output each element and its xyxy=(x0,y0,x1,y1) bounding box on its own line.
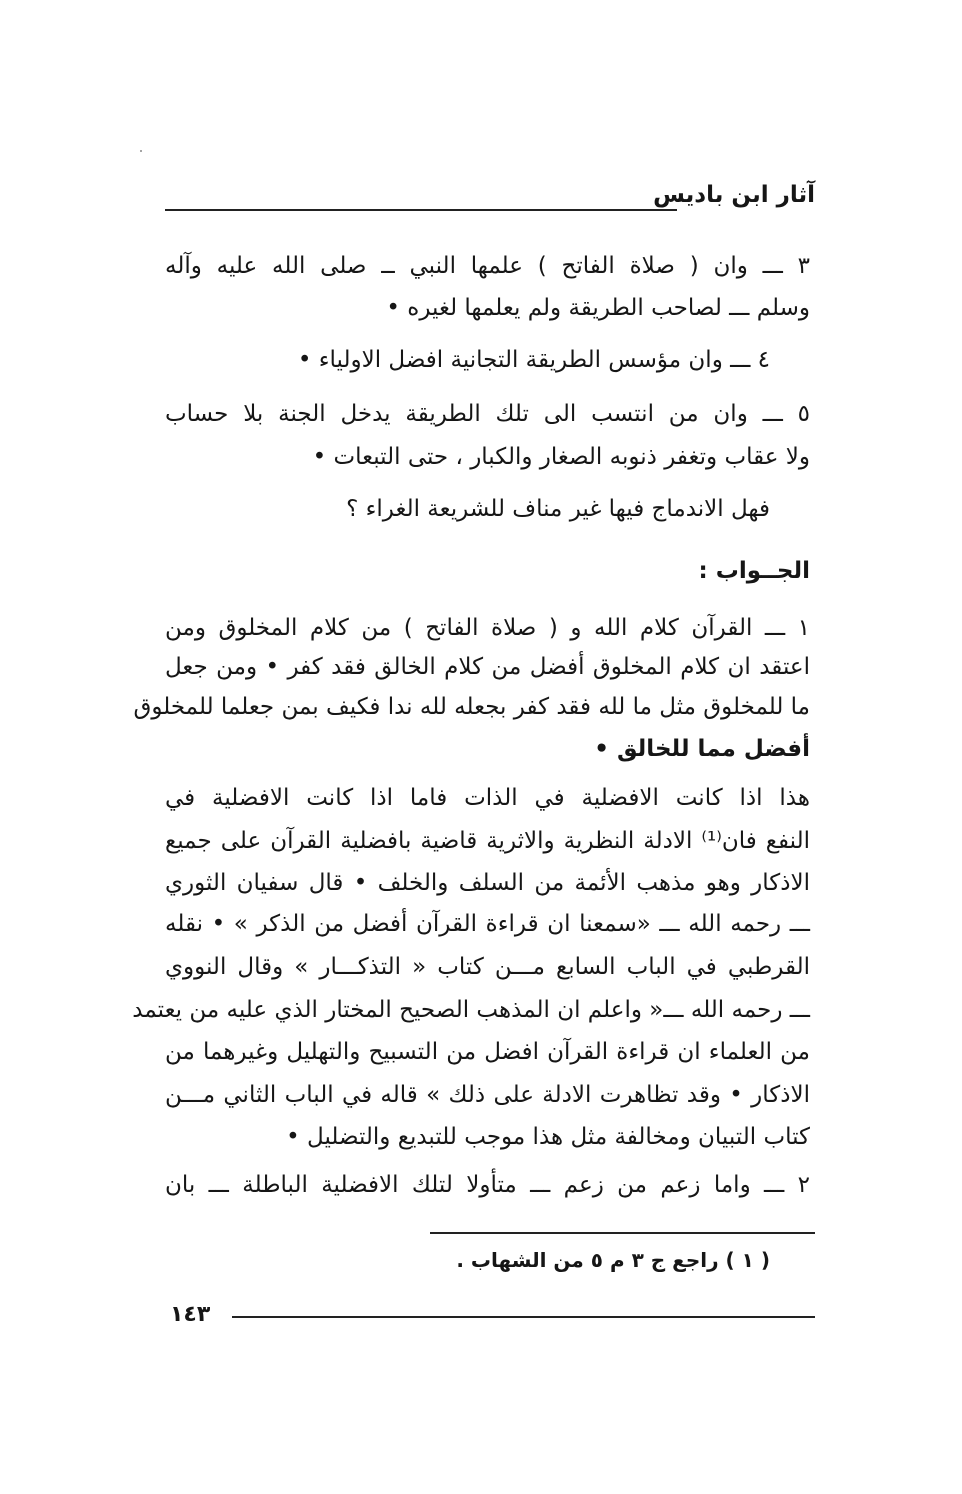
answer-2-line-8: الاذكار • وقد تظاهرت الادلة على ذلك » قاله في الباب الثاني مـــن xyxy=(165,1082,810,1108)
answer-1-line-2: اعتقد ان كلام المخلوق أفضل من كلام الخالق فقد كفر • ومن جعل xyxy=(165,654,810,680)
answer-2-line-4: ـــ رحمه الله ـــ «سمعنا ان قراءة القرآن أفضل من الذكر » • نقله xyxy=(165,911,810,937)
running-header xyxy=(165,182,815,218)
header-rule xyxy=(165,209,677,211)
answer-2-line-9: كتاب التبيان ومخالفة مثل هذا موجب للتبديع والتضليل • xyxy=(286,1124,810,1150)
answer-heading: الجــواب : xyxy=(698,558,810,584)
question-item-4: ٤ ـــ وان مؤسس الطريقة التجانية افضل الاولياء • xyxy=(297,347,770,373)
question-item-3-line-1: ٣ ـــ وان ( صلاة الفاتح ) علمها النبي ــ صلى الله عليه وآله xyxy=(165,253,810,279)
question-final: فهل الاندماج فيها غير مناف للشريعة الغراء ؟ xyxy=(346,496,770,522)
footnote: ( ١ ) راجع ج ٣ م ٥ من الشهاب . xyxy=(456,1248,770,1272)
footnote-rule xyxy=(430,1232,815,1234)
answer-1-line-4: أفضل مما للخالق • xyxy=(594,736,810,762)
question-item-5-line-2: ولا عقاب وتغفر ذنوبه الصغار والكبار ، حتى التبعات • xyxy=(312,444,810,470)
question-item-3-line-2: وسلم ـــ لصاحب الطريقة ولم يعلمها لغيره • xyxy=(386,295,810,321)
book-title: آثار ابن باديس xyxy=(653,182,815,208)
answer-1-line-3: ما للمخلوق مثل ما لله فقد كفر بجعله لله ندا فكيف بمن جعلما للمخلوق xyxy=(133,694,810,720)
answer-3-line-1: ٢ ـــ واما زعم من زعم ـــ متأولا لتلك الافضلية الباطلة ـــ بان xyxy=(165,1172,810,1198)
answer-2-line-6: ـــ رحمه الله ـــ« واعلم ان المذهب الصحيح المختار الذي عليه من يعتمد xyxy=(132,997,810,1023)
answer-2-line-7: من العلماء ان قراءة القرآن افضل من التسبيح والتهليل وغيرهما من xyxy=(165,1039,810,1065)
answer-2-line-2: النفع فان⁽¹⁾ الادلة النظرية والاثرية قاضية بافضلية القرآن على جميع xyxy=(165,828,810,854)
question-item-5-line-1: ٥ ـــ وان من انتسب الى تلك الطريقة يدخل الجنة بلا حساب xyxy=(165,401,810,427)
page-number: ١٤٣ xyxy=(170,1302,211,1327)
footer-rule xyxy=(232,1316,815,1318)
scan-speck xyxy=(140,150,142,152)
answer-2-line-5: القرطبي في الباب السابع مـــن كتاب « التذكـــار » وقال النووي xyxy=(165,954,810,980)
answer-2-line-3: الاذكار وهو مذهب الأئمة من السلف والخلف • قال سفيان الثوري xyxy=(165,870,810,896)
answer-2-line-1: هذا اذا كانت الافضلية في الذات فاما اذا كانت الافضلية في xyxy=(165,785,810,811)
answer-1-line-1: ١ ـــ القرآن كلام الله و ( صلاة الفاتح ) من كلام المخلوق ومن xyxy=(165,615,810,641)
